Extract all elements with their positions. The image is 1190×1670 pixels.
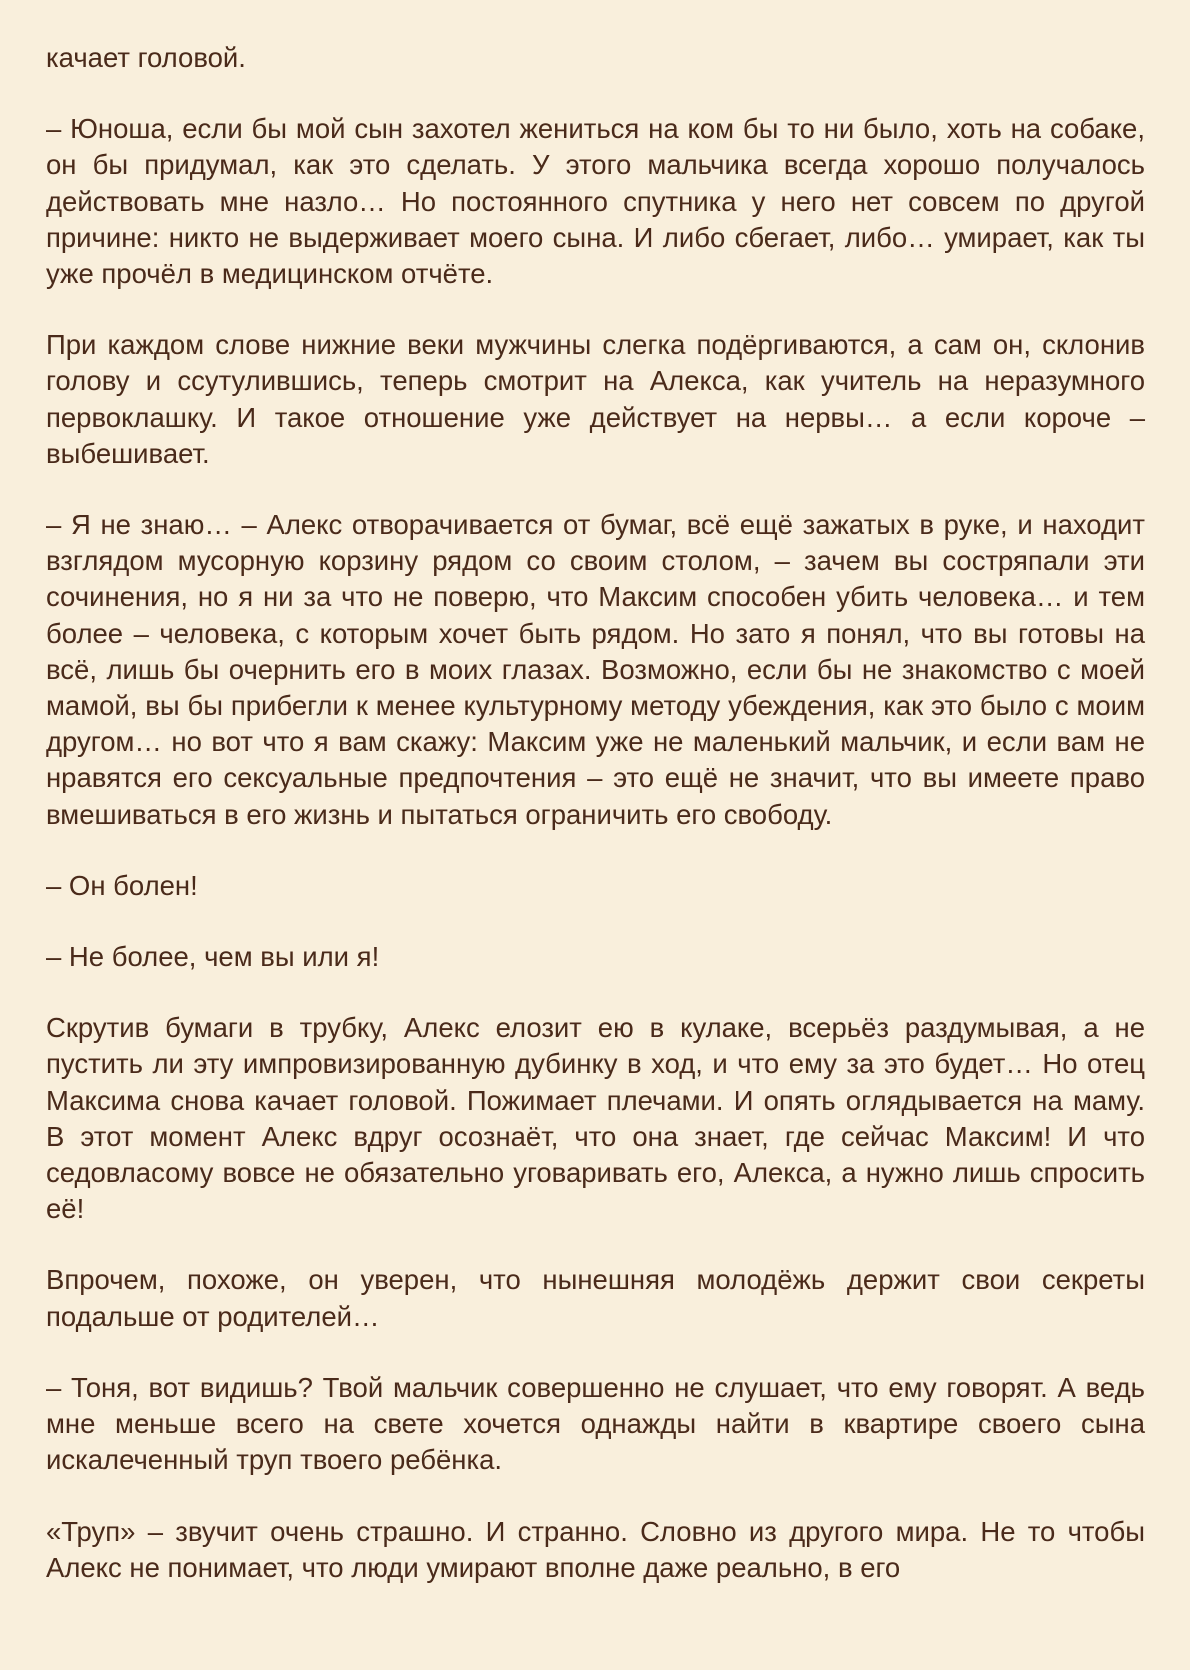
paragraph-father-speech: – Юноша, если бы мой сын захотел жениться на ком бы то ни было, хоть на собаке, он бы придумал, как это сделать. У этого мальчика всегда хорошо получалось действовать мне назло… Но постоянного спутника у него нет совсем по другой причине: никто не выдерживает моего сына. И либо сбегает, либо… умирает, как ты уже прочёл в медицинском отчёте. bbox=[46, 113, 1145, 290]
paragraph-narration-papers: Скрутив бумаги в трубку, Алекс елозит ею в кулаке, всерьёз раздумывая, а не пустить ли эту импровизированную дубинку в ход, и что ему за это будет… Но отец Максима снова качает головой. Пожимает плечами. И опять оглядывается на маму. В этот момент Алекс вдруг осознаёт, что она знает, где сейчас Максим! И что седовласому вовсе не обязательно уговаривать его, Алекса, а нужно лишь спросить её! bbox=[46, 1012, 1145, 1225]
paragraph-he-is-ill: – Он болен! bbox=[46, 869, 198, 901]
paragraph-no-more-than-you: – Не более, чем вы или я! bbox=[46, 941, 380, 973]
paragraph-tonya-speech: – Тоня, вот видишь? Твой мальчик совершенно не слушает, что ему говорят. А ведь мне меньше всего на свете хочется однажды найти в квартире своего сына искалеченный труп твоего ребёнка. bbox=[46, 1371, 1145, 1476]
paragraph-narration-youth: Впрочем, похоже, он уверен, что нынешняя молодёжь держит свои секреты подальше от родителей… bbox=[46, 1264, 1145, 1332]
paragraph-continuation: качает головой. bbox=[46, 42, 246, 73]
paragraph-alex-speech: – Я не знаю… – Алекс отворачивается от бумаг, всё ещё зажатых в руке, и находит взглядом мусорную корзину рядом со своим столом, – зачем вы состряпали эти сочинения, но я ни за что не поверю, что Максим способен убить человека… и тем более – человека, с которым хочет быть рядом. Но зато я понял, что вы готовы на всё, лишь бы очернить его в моих глазах. Возможно, если бы не знакомство с моей мамой, вы бы прибегли к менее культурному методу убеждения, как это было с моим другом… но вот что я вам скажу: Максим уже не маленький мальчик, и если вам не нравятся его сексуальные предпочтения – это ещё не значит, что вы имеете право вмешиваться в его жизнь и пытаться ограничить его свободу. bbox=[46, 509, 1145, 830]
paragraph-narration-corpse: «Труп» – звучит очень страшно. И странно. Словно из другого мира. Не то чтобы Алекс не понимает, что люди умирают вполне даже реально, в его bbox=[46, 1515, 1145, 1583]
paragraph-narration-eyelids: При каждом слове нижние веки мужчины слегка подёргиваются, а сам он, склонив голову и ссутулившись, теперь смотрит на Алекса, как учитель на неразумного первоклашку. И такое отношение уже действует на нервы… а если короче – выбешивает. bbox=[46, 329, 1145, 469]
